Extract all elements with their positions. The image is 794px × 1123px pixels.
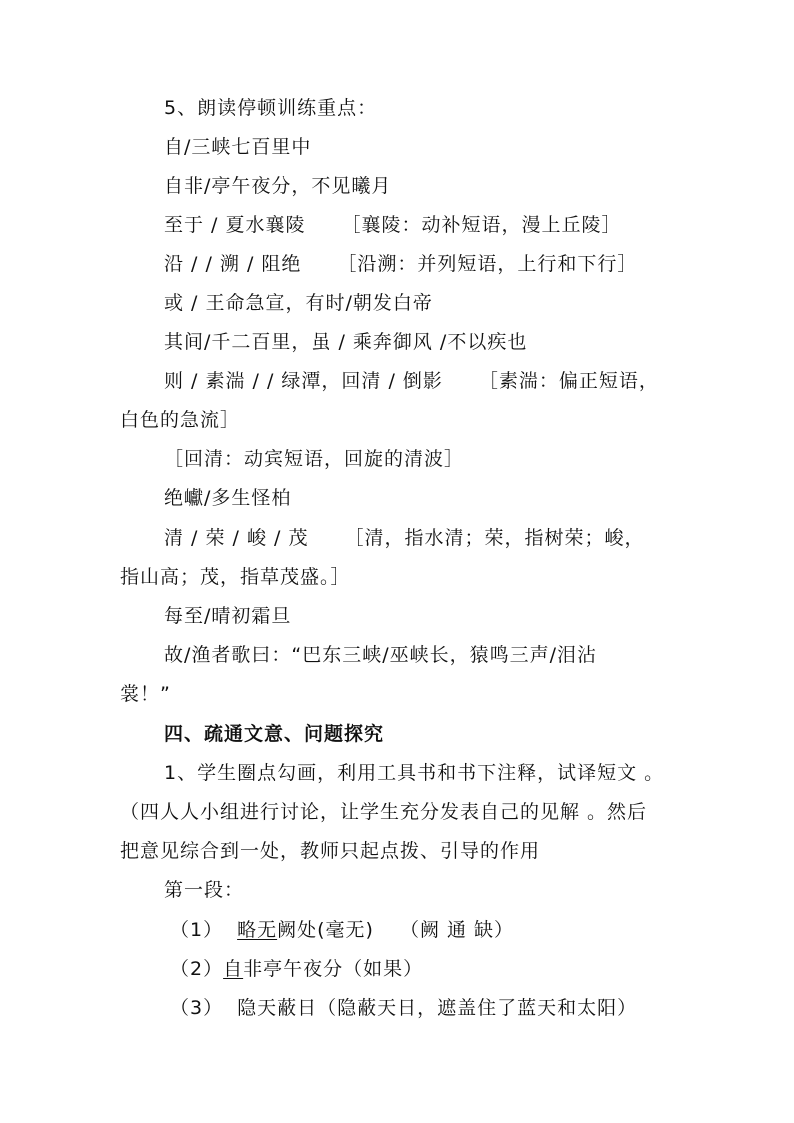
list-number: （2） [170, 958, 224, 980]
subsection-label: 第一段： [164, 879, 245, 901]
list-item [170, 957, 423, 981]
section-heading: 四、疏通文意、问题探究 [164, 723, 385, 745]
annotation: ［清，指水清；荣，指树荣；峻， [344, 527, 645, 549]
text-line: 其间/千二百里，虽 / 乘奔御风 /不以疾也 [164, 331, 528, 353]
list-item [170, 996, 637, 1020]
text-segment: 隐天蔽日（隐蔽天日，遮盖住了蓝天和太阳） [237, 997, 638, 1019]
text-line: 或 / 王命急宣，有时/朝发白帝 [164, 292, 433, 314]
text-line: 裳！” [120, 683, 171, 705]
paragraph-line: （四人人小组进行讨论，让学生充分发表自己的见解 。然后 [120, 801, 648, 823]
text-segment: 至于 / 夏水襄陵 [164, 214, 306, 236]
annotation: ［沿溯：并列短语，上行和下行］ [337, 253, 638, 275]
list-number: （3） [170, 997, 224, 1019]
text-line: 每至/晴初霜旦 [164, 605, 292, 627]
text-line: 自/三峡七百里中 [164, 136, 312, 158]
paragraph-line: 把意见综合到一处，教师只起点拨、引导的作用 [120, 840, 541, 862]
annotation: ［襄陵：动补短语，漫上丘陵］ [341, 214, 622, 236]
text-line: 故/渔者歌曰：“巴东三峡/巫峡长，猿鸣三声/泪沾 [164, 644, 598, 666]
text-line [164, 252, 637, 276]
text-line: 自非/亭午夜分，不见曦月 [164, 175, 392, 197]
text-line: 绝巘/多生怪柏 [164, 487, 292, 509]
underlined-term: 略无 [237, 919, 278, 941]
text-segment: 阙处(毫无) [277, 919, 374, 941]
list-number: （1） [170, 919, 224, 941]
text-line [164, 369, 659, 393]
annotation: （阙 通 缺） [399, 919, 515, 941]
list-item [170, 918, 514, 942]
annotation: ［素湍：偏正短语， [478, 370, 659, 392]
underlined-term: 自 [223, 958, 244, 980]
text-segment: 清 / 荣 / 峻 / 茂 [164, 527, 309, 549]
text-segment: 非亭午夜分（如果） [243, 958, 424, 980]
text-line: 白色的急流］ [120, 409, 241, 431]
paragraph-line: 1、学生圈点勾画，利用工具书和书下注释，试译短文 。 [164, 762, 665, 784]
text-segment: 则 / 素湍 / / 绿潭，回清 / 倒影 [164, 370, 443, 392]
text-line [164, 526, 644, 550]
text-line: 指山高；茂，指草茂盛。］ [120, 566, 351, 588]
text-line [164, 213, 622, 237]
annotation-line: ［回清：动宾短语，回旋的清波］ [164, 448, 465, 470]
section-subheading-reading-pauses: 5、朗读停顿训练重点： [164, 97, 378, 119]
text-segment: 沿 / / 溯 / 阻绝 [164, 253, 302, 275]
